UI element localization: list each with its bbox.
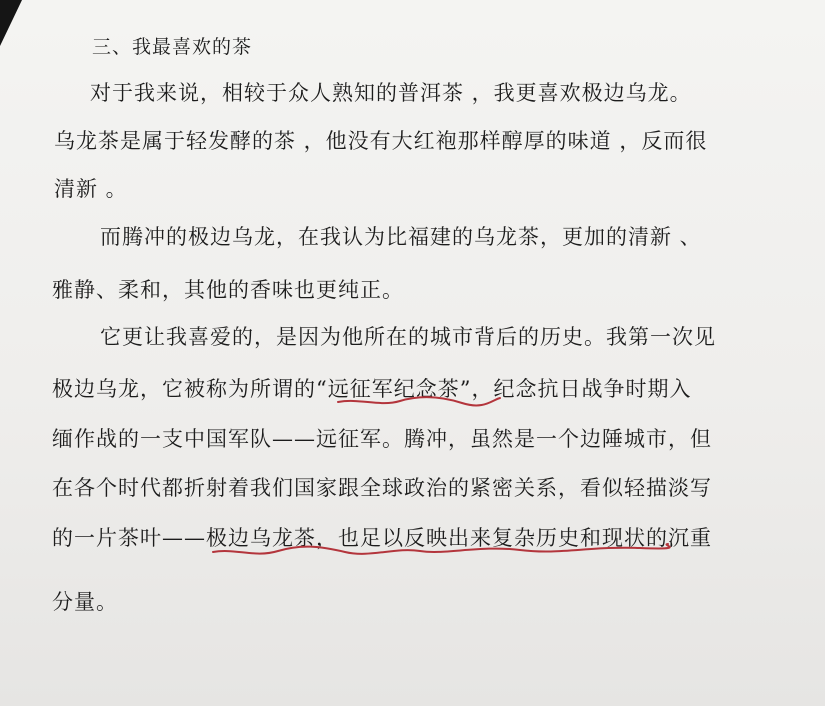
paragraph-line: 清新 。	[54, 177, 128, 201]
paragraph-line: 对于我来说，相较于众人熟知的普洱茶 ，我更喜欢极边乌龙。	[90, 81, 692, 105]
paragraph-line: 雅静、柔和，其他的香味也更纯正。	[52, 278, 404, 302]
paragraph-line: 的一片茶叶——极边乌龙茶，也足以反映出来复杂历史和现状的沉重	[52, 526, 712, 550]
section-heading: 三、我最喜欢的茶	[92, 36, 253, 58]
paragraph-line: 乌龙茶是属于轻发酵的茶 ，他没有大红袍那样醇厚的味道 ，反而很	[54, 129, 708, 153]
paragraph-line: 它更让我喜爱的，是因为他所在的城市背后的历史。我第一次见	[100, 325, 716, 349]
paragraph-line: 缅作战的一支中国军队——远征军。腾冲，虽然是一个边陲城市，但	[52, 427, 712, 451]
paragraph-line: 分量。	[52, 590, 118, 614]
scan-corner-shadow	[0, 0, 22, 46]
paragraph-line: 而腾冲的极边乌龙，在我认为比福建的乌龙茶，更加的清新 、	[100, 225, 702, 249]
paragraph-line: 极边乌龙，它被称为所谓的“远征军纪念茶”，纪念抗日战争时期入	[52, 377, 692, 401]
paragraph-line: 在各个时代都折射着我们国家跟全球政治的紧密关系，看似轻描淡写	[52, 476, 712, 500]
